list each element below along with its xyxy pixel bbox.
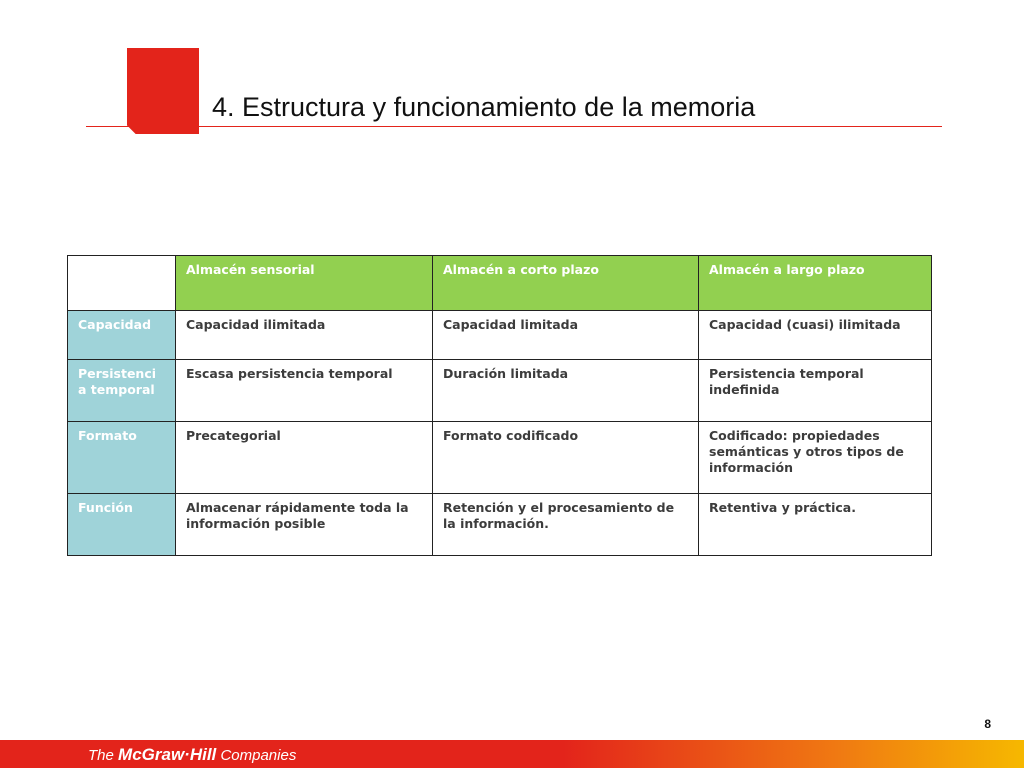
page-number: 8 bbox=[984, 717, 991, 731]
table-row bbox=[68, 422, 932, 494]
header-long-term-store: Almacén a largo plazo bbox=[699, 256, 932, 311]
memory-structure-table bbox=[67, 255, 932, 556]
table-cell: Retentiva y práctica. bbox=[699, 494, 932, 556]
table-cell: Almacenar rápidamente toda la información posible bbox=[176, 494, 433, 556]
title-accent-block bbox=[127, 48, 199, 134]
title-underline bbox=[86, 126, 942, 127]
logo-suffix: Companies bbox=[220, 747, 297, 764]
table-cell: Formato codificado bbox=[433, 422, 699, 494]
header-short-term-store: Almacén a corto plazo bbox=[433, 256, 699, 311]
table-cell: Duración limitada bbox=[433, 360, 699, 422]
table-cell: Persistencia temporal indefinida bbox=[699, 360, 932, 422]
logo-prefix: The bbox=[88, 747, 114, 764]
table-cell: Capacidad ilimitada bbox=[176, 311, 433, 360]
table-cell: Precategorial bbox=[176, 422, 433, 494]
table-header-row bbox=[68, 256, 932, 311]
table-cell: Escasa persistencia temporal bbox=[176, 360, 433, 422]
slide-title: 4. Estructura y funcionamiento de la memoria bbox=[212, 92, 756, 122]
row-label-format: Formato bbox=[68, 422, 176, 494]
table-cell: Codificado: propiedades semánticas y otros tipos de información bbox=[699, 422, 932, 494]
row-label-function: Función bbox=[68, 494, 176, 556]
table-cell: Capacidad limitada bbox=[433, 311, 699, 360]
table-row bbox=[68, 311, 932, 360]
footer-bar bbox=[0, 740, 1024, 768]
table-cell: Retención y el procesamiento de la información. bbox=[433, 494, 699, 556]
table-corner-cell bbox=[68, 256, 176, 311]
table-row bbox=[68, 494, 932, 556]
row-label-capacity: Capacidad bbox=[68, 311, 176, 360]
table-row bbox=[68, 360, 932, 422]
header-sensory-store: Almacén sensorial bbox=[176, 256, 433, 311]
mcgraw-hill-logo bbox=[88, 745, 296, 765]
table-cell: Capacidad (cuasi) ilimitada bbox=[699, 311, 932, 360]
row-label-persistence: Persistenci a temporal bbox=[68, 360, 176, 422]
logo-brand: McGraw·Hill bbox=[118, 745, 217, 764]
